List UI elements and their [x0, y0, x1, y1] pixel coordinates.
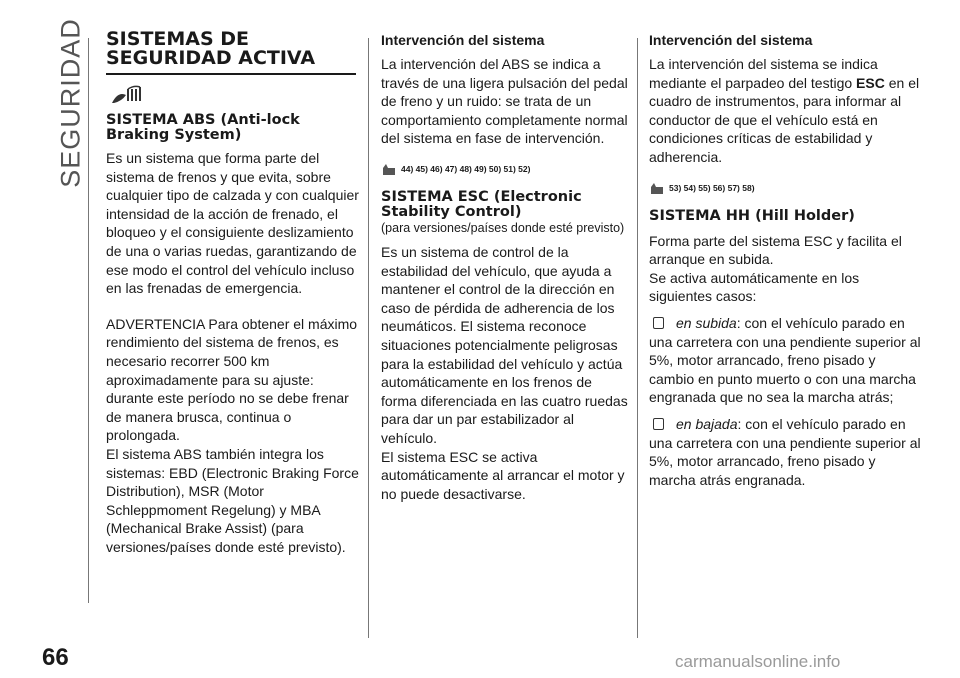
esc-description: Es un sistema de control de la estabilidad del vehículo, que ayuda a mantener el control de la dirección en caso de pérdida de adherencia de los neumáticos. El sistema reconoce situaciones potencialmente peligrosas para la estabilidad del vehículo y actúa automáticamente en los frenos de forma diferenciada en las cuatro ruedas para dar un par estabilizador al vehículo. — [381, 243, 628, 446]
column-divider-right — [637, 38, 638, 638]
column-divider-left — [88, 38, 89, 603]
esc-warning-light-label: ESC — [856, 74, 885, 91]
column-divider-middle — [368, 38, 369, 638]
warning-hand-icon — [381, 162, 397, 176]
abs-description: Es un sistema que forma parte del sistema de frenos y que evita, sobre cualquier tipo de calzada y con cualquier intensidad de la acción de frenado, el bloqueo y el consiguiente deslizamiento de una o varias ruedas, garantizando de ese modo el control del vehículo incluso en las frenadas de emergencia. — [106, 150, 359, 297]
column-1 — [106, 30, 361, 556]
warning-refs-abs: 44) 45) 46) 47) 48) 49) 50) 51) 52) — [381, 162, 631, 176]
hh-cases-intro: Se activa automáticamente en los siguientes casos: — [649, 269, 860, 305]
eco-symbol-icon — [110, 85, 361, 107]
checkbox-bullet-icon — [653, 317, 664, 329]
esc-intervention-heading: Intervención del sistema — [649, 32, 813, 48]
hh-case-downhill: en bajada: con el vehículo parado en una carretera con una pendiente superior al 5%, motor arrancado, freno pisado y marcha atrás engranada. — [649, 415, 921, 488]
esc-heading: SISTEMA ESC (Electronic Stability Control) — [381, 188, 582, 220]
watermark: carmanualsonline.info — [675, 652, 841, 671]
abs-warning: ADVERTENCIA Para obtener el máximo rendimiento del sistema de frenos, es necesario recorrer 500 km aproximadamente para su ajuste: durante este período no se debe frenar de manera brusca, continua o prolongada. — [106, 315, 358, 444]
esc-intervention-text: La intervención del sistema se indica mediante el parpadeo del testigo ESC en el cuadro de instrumentos, para informar al conductor de que el vehículo está en condiciones críticas de estabilidad y adherencia. — [649, 56, 920, 165]
section-title: SISTEMAS DE SEGURIDAD ACTIVA — [106, 30, 356, 75]
column-3 — [649, 30, 924, 489]
abs-intervention-text: La intervención del ABS se indica a través de una ligera pulsación del pedal de freno y un ruido: se trata de un comportamiento completamente normal del sistema en fase de intervención. — [381, 56, 628, 147]
warning-hand-icon — [649, 181, 665, 195]
abs-intervention-heading: Intervención del sistema — [381, 32, 545, 48]
hh-description: Forma parte del sistema ESC y facilita el arranque en subida. — [649, 232, 902, 268]
checkbox-bullet-icon — [653, 418, 664, 430]
esc-availability-note: (para versiones/países donde esté previsto) — [381, 220, 625, 235]
abs-integrated-systems: El sistema ABS también integra los sistemas: EBD (Electronic Braking Force Distribution), MSR (Motor Schleppmoment Regelung) y MBA (Mechanical Brake Assist) (para versiones/países donde esté previsto). — [106, 445, 359, 555]
warning-refs-esc: 53) 54) 55) 56) 57) 58) — [649, 181, 924, 195]
column-2 — [381, 30, 631, 503]
section-side-label: SEGURIDAD — [55, 18, 86, 188]
hh-case-uphill: en subida: con el vehículo parado en una carretera con una pendiente superior al 5%, motor arrancado, freno pisado y cambio en punto muerto o con una marcha engranada que no sea la marcha atrás; — [649, 314, 921, 406]
hh-heading: SISTEMA HH (Hill Holder) — [649, 207, 855, 224]
page-number: 66 — [42, 644, 69, 671]
abs-heading: SISTEMA ABS (Anti-lock Braking System) — [106, 112, 300, 143]
esc-activation: El sistema ESC se activa automáticamente al arrancar el motor y no puede desactivarse. — [381, 448, 625, 502]
